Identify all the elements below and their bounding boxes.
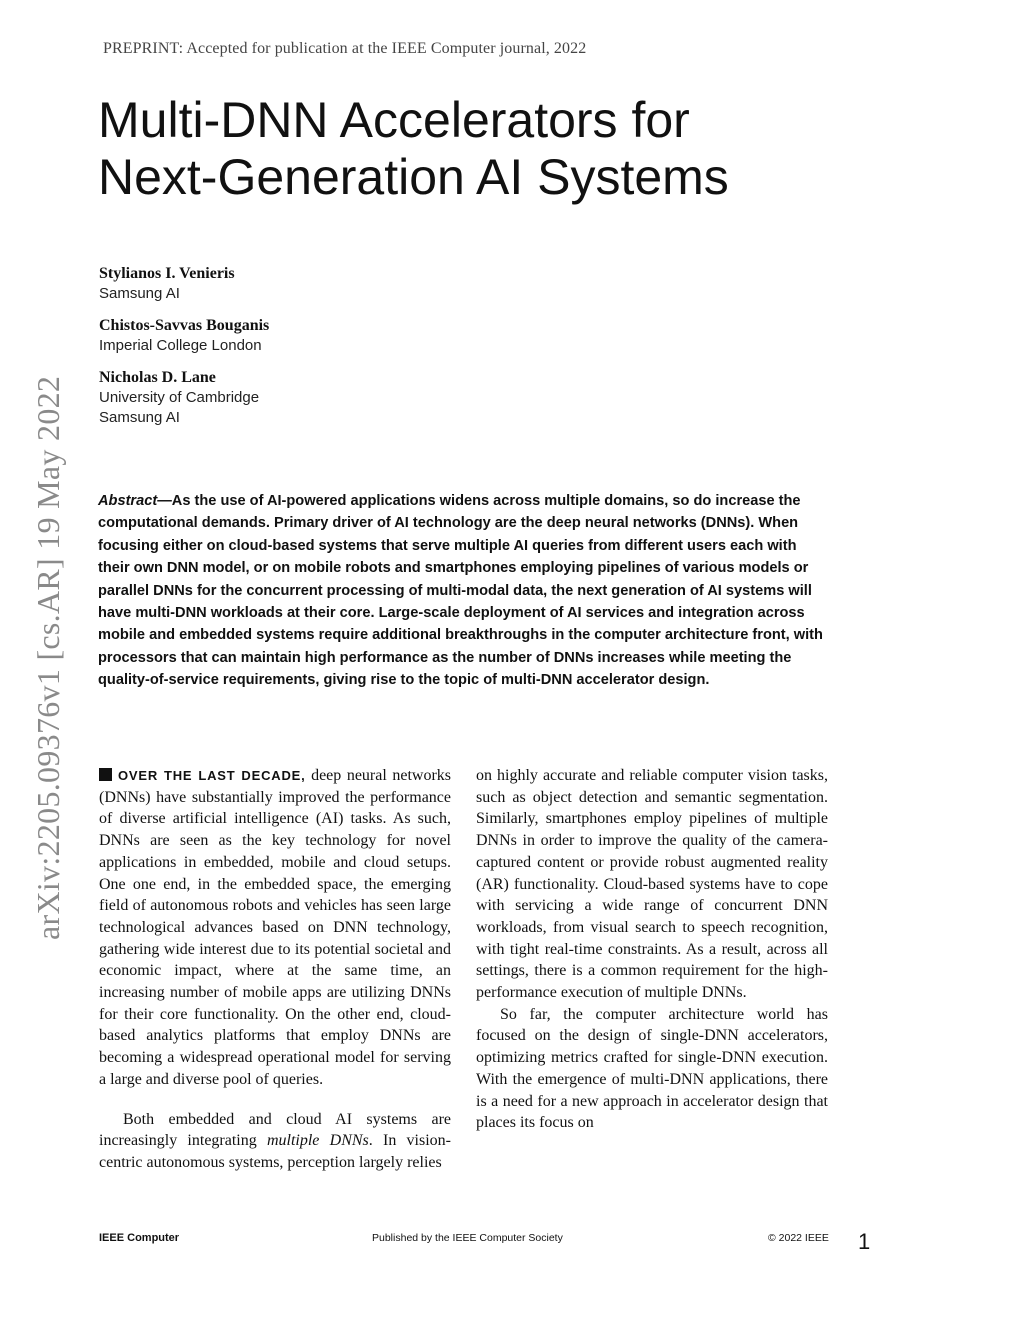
footer-journal: IEEE Computer xyxy=(99,1232,180,1244)
preprint-notice: PREPRINT: Accepted for publication at the IEEE Computer journal, 2022 xyxy=(103,40,587,57)
author-list xyxy=(99,264,499,440)
paragraph xyxy=(476,1004,828,1134)
author-affiliation: University of Cambridge xyxy=(99,389,260,406)
paragraph xyxy=(99,765,451,1091)
paragraph-text: So far, the computer architecture world has focused on the design of single-DNN accelerators, optimizing metrics crafted for single-DNN execution. With the emergence of multi-DNN applications, there is a need for a new approach in accelerator design that places its focus on xyxy=(476,1005,828,1132)
abstract-label: Abstract xyxy=(98,493,158,509)
author-name: Stylianos I. Venieris xyxy=(99,265,235,282)
lead-in-text: OVER THE LAST DECADE, xyxy=(118,768,306,783)
title-line-1: Multi-DNN Accelerators for xyxy=(98,92,690,148)
author-block xyxy=(99,264,499,304)
section-marker-square-icon xyxy=(99,768,112,781)
footer-copyright: © 2022 IEEE xyxy=(768,1232,829,1244)
author-name: Chistos-Savvas Bouganis xyxy=(99,317,270,334)
paragraph-text: Both embedded and cloud AI systems are increasingly integrating xyxy=(99,1110,451,1150)
paper-title xyxy=(98,92,858,206)
emphasis-text: multiple DNNs xyxy=(266,1132,369,1150)
body-column-left xyxy=(99,765,451,1174)
author-affiliation: Samsung AI xyxy=(99,409,180,426)
author-block xyxy=(99,316,499,356)
abstract-text: —As the use of AI-powered applications widens across multiple domains, so do increase the computational demands. Primary driver of AI technology are the deep neural networks (DNNs). When focusing either on cloud-based systems that serve multiple AI queries from different users each with their own DNN model, or on mobile robots and smartphones employing pipelines of various models or parallel DNNs for the concurrent processing of multi-modal data, the next generation of AI systems will have multi-DNN workloads at their core. Large-scale deployment of AI services and integration across mobile and embedded systems require additional breakthroughs in the computer architecture front, with processors that can maintain high performance as the number of DNNs increases while meeting the quality-of-service requirements, giving rise to the topic of multi-DNN accelerator design. xyxy=(98,493,823,689)
paragraph-continuation: on highly accurate and reliable computer vision tasks, such as object detection and semantic segmentation. Similarly, smartphones employ pipelines of multiple DNNs in order to improve the quality of the camera-captured content or provide robust augmented reality (AR) functionality. Cloud-based systems have to cope with servicing a wide range of concurrent DNN workloads, from visual search to speech recognition, with tight real-time constraints. As a result, across all settings, there is a common requirement for the high-performance execution of multiple DNNs. xyxy=(476,767,828,1002)
paragraph-text: deep neural networks (DNNs) have substantially improved the performance of diverse artificial intelligence (AI) tasks. As such, DNNs are seen as the key technology for novel applications in embedded, mobile and cloud setups. One one end, in the embedded space, the emerging field of autonomous robots and vehicles has seen large technological advances based on DNN technology, gathering wide interest due to its potential societal and economic impact, where at the same time, an increasing number of mobile apps are utilizing DNNs for their core functionality. On the other end, cloud-based analytics platforms that employ DNNs are becoming a widespread operational model for serving a large and diverse pool of queries. xyxy=(99,767,451,1088)
body-column-right xyxy=(476,765,828,1134)
author-affiliation: Samsung AI xyxy=(99,285,180,302)
page-number: 1 xyxy=(858,1229,871,1254)
footer-publisher: Published by the IEEE Computer Society xyxy=(372,1232,563,1244)
arxiv-stamp: arXiv:2205.09376v1 [cs.AR] 19 May 2022 xyxy=(30,375,66,940)
author-affiliation: Imperial College London xyxy=(99,337,262,354)
author-name: Nicholas D. Lane xyxy=(99,369,216,386)
author-block xyxy=(99,368,499,428)
title-line-2: Next-Generation AI Systems xyxy=(98,149,729,205)
abstract xyxy=(98,490,830,692)
paragraph xyxy=(99,1109,451,1174)
paragraph-text: . In vision-centric autonomous systems, perception largely relies xyxy=(99,1132,451,1171)
